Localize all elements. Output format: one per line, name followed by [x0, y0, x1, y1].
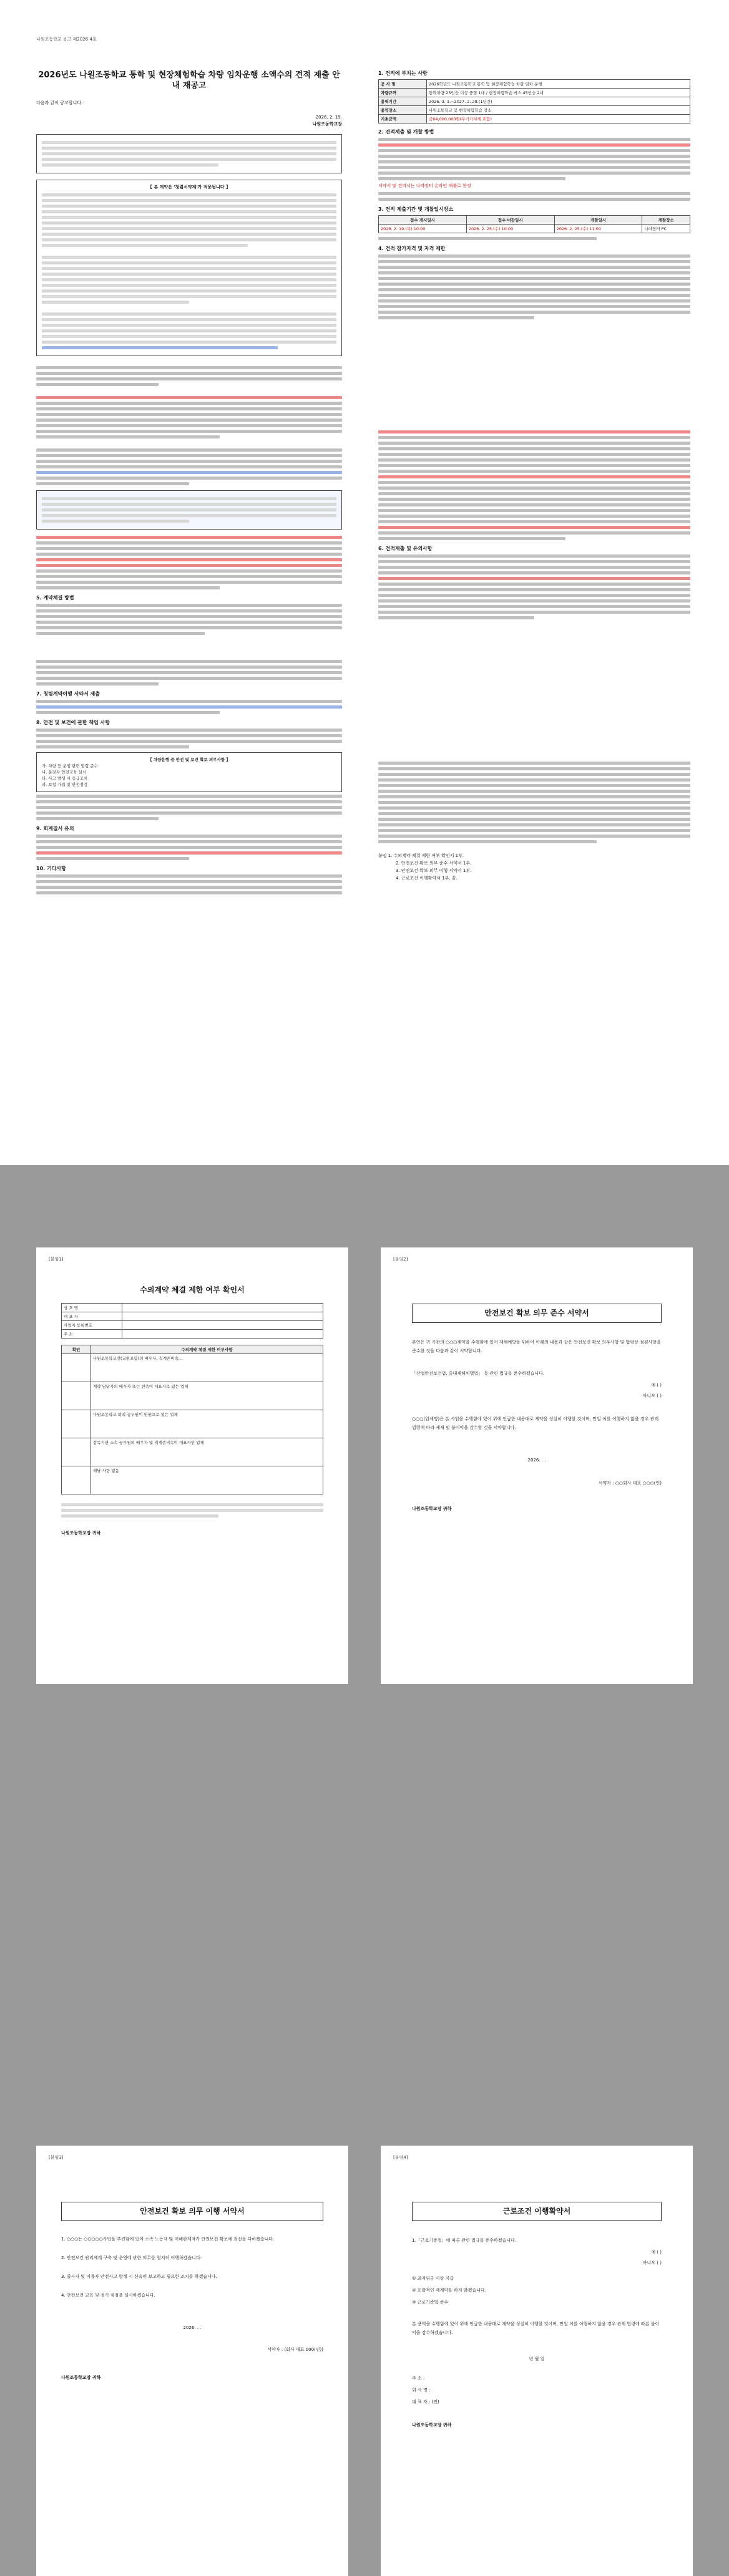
sec3-head: 개찰장소 — [642, 216, 690, 225]
annex4-addr: 주 소 : — [412, 2376, 425, 2381]
annex4-body: 본 용역을 수행함에 있어 위에 언급한 내용대로 계약을 성실히 이행할 것이며, 만일 이를 이행하지 않을 경우 관계 법령에 따른 불이익을 감수하겠습니다. — [412, 2322, 660, 2335]
annex1-item: 계약 담당자의 배우자 또는 친족이 대표자로 있는 업체 — [91, 1382, 323, 1410]
form-value[interactable] — [122, 1330, 323, 1339]
annex1-table — [61, 1345, 323, 1494]
sec1-value: 2026학년도 나원조동학교 통학 및 현장체험학습 차량 임차 운행 — [427, 80, 690, 89]
annex1-row — [62, 1438, 323, 1466]
sec1-row — [379, 80, 690, 89]
sec1-key: 공 사 명 — [379, 80, 427, 89]
sec3-cell: 2026. 2. 25.(수) 11:00 — [554, 225, 642, 233]
sec3-cell: 나라장터 PC — [642, 225, 690, 233]
sec3-cell: 2026. 2. 25.(수) 10:00 — [466, 225, 554, 233]
annex3-item: 3. 종사자 및 이용자 안전사고 발생 시 신속히 보고하고 필요한 조치를 하겠습니다. — [61, 2274, 217, 2279]
annex1-item: 나원조동학교장(교원포함)의 배우자, 직계존비속... — [91, 1354, 323, 1382]
annex1-item: 나원조동학교 퇴직 공무원이 임원으로 있는 업체 — [91, 1410, 323, 1438]
annex4-to: 나원조동학교장 귀하 — [412, 2423, 452, 2428]
sec8-title: 8. 안전 및 보건에 관한 책임 사항 — [36, 720, 110, 725]
sec1-table — [378, 79, 690, 123]
annex3-signer: 서약자 : (회사 대표 000(인)) — [267, 2347, 323, 2352]
sec1-title: 1. 견적에 부치는 사항 — [378, 70, 428, 76]
annex2-laws: 「산업안전보건법, 중대재해처벌법」 등 관련 법규를 준수하겠습니다. — [412, 1371, 545, 1376]
safety-item: 다. 사고 발생 시 응급조치 — [42, 776, 88, 781]
annex4-ceo: 대 표 자 : (인) — [412, 2399, 439, 2404]
sec1-key: 차량규격 — [379, 89, 427, 97]
annex3-to: 나원조동학교장 귀하 — [61, 2375, 101, 2380]
annex3-title: 안전보건 확보 의무 이행 서약서 — [61, 2202, 323, 2221]
annex2-yes[interactable]: 예 ( ) — [651, 1383, 662, 1388]
notice-intro: 다음과 같이 공고합니다. — [36, 100, 83, 105]
annex1-row — [62, 1466, 323, 1494]
annex3-item: 2. 안전보건 관리체계 구축 및 운영에 관한 의무를 철저히 이행하겠습니다. — [61, 2255, 202, 2260]
annex1-form — [61, 1303, 323, 1339]
form-label: 상 호 명 — [62, 1304, 122, 1312]
form-label: 주 소 — [62, 1330, 122, 1339]
safety-box-title: 【 차량운행 중 안전 및 보건 확보 의무사항 】 — [148, 757, 230, 762]
annex4-date: 년 월 일 — [529, 2356, 545, 2361]
annex1-page — [36, 1247, 348, 1684]
annex1-label: [붙임1] — [49, 1257, 64, 1262]
safety-item: 나. 운전자 안전교육 실시 — [42, 770, 87, 775]
annex2-page — [381, 1247, 693, 1684]
sec1-row — [379, 115, 690, 123]
sec1-row — [379, 97, 690, 106]
annex4-label: [붙임4] — [393, 2155, 408, 2160]
sec7-title: 7. 청렴계약이행 서약서 제출 — [36, 691, 100, 697]
annex2-title: 안전보건 확보 의무 준수 서약서 — [412, 1304, 662, 1323]
annex4-company: 회 사 명 : — [412, 2388, 431, 2393]
annex1-row — [62, 1354, 323, 1382]
annex2-to: 나원조동학교장 귀하 — [412, 1506, 452, 1511]
annex-item: 4. 근로조건 이행확약서 1부. 끝. — [396, 876, 457, 881]
annex1-item: 해당 사항 없음 — [91, 1466, 323, 1494]
sec1-row — [379, 106, 690, 115]
sec10-title: 10. 기타사항 — [36, 866, 66, 871]
annex1-check[interactable] — [62, 1354, 91, 1382]
sec4-title: 4. 견적 참가자격 및 자격 제한 — [378, 246, 446, 251]
annex1-title: 수의계약 체결 제한 여부 확인서 — [140, 1286, 245, 1294]
annex1-row — [62, 1410, 323, 1438]
annex4-q1: 1.「근로기준법」에 따른 관련 법규를 준수하겠습니다. — [412, 2238, 517, 2243]
sec3-head: 개찰일시 — [554, 216, 642, 225]
annex2-label: [붙임2] — [393, 1257, 408, 1262]
annex1-head: 수의계약 체결 제한 여부사항 — [91, 1345, 323, 1354]
sec2-red-note: 서약서 및 견적서는 나라장터 온라인 제출로 한정 — [378, 183, 471, 188]
annex3-page — [36, 2146, 348, 2576]
sec1-key: 용역기간 — [379, 97, 427, 106]
sec3-head: 접수 마감일시 — [466, 216, 554, 225]
form-label: 사업자 등록번호 — [62, 1321, 122, 1330]
sec3-table — [378, 215, 690, 233]
form-value[interactable] — [122, 1312, 323, 1321]
annex2-body2: ○○○(업체명)은 본 사업을 수행함에 있어 위에 언급한 내용대로 계약을 성실히 이행할 것이며, 만일 이를 이행하지 않을 경우 관계법령에 따라 제재 및 불이익을 감수할 것을 서약합니다. — [412, 1416, 659, 1430]
annex1-check[interactable] — [62, 1466, 91, 1494]
annex-item: 2. 안전보건 확보 의무 준수 서약서 1부. — [396, 861, 472, 866]
annex4-item: ③ 근로기준법 준수 — [412, 2300, 449, 2305]
sec3-cell: 2026. 2. 19.(목) 10:00 — [379, 225, 467, 233]
sec1-value: 나원조동학교 및 현장체험학습 장소 — [427, 106, 690, 115]
annex4-no[interactable]: 아니오 ( ) — [642, 2260, 662, 2265]
sec1-value: 2026. 3. 1.~2027. 2. 28.(1년간) — [427, 97, 690, 106]
annex3-label: [붙임3] — [49, 2155, 64, 2160]
annex1-item: 감독기관 소속 공무원의 배우자 및 직계존비속이 대표자인 업체 — [91, 1438, 323, 1466]
annex1-check[interactable] — [62, 1382, 91, 1410]
annex4-item: ① 최저임금 이상 지급 — [412, 2276, 454, 2281]
annex3-item: 4. 안전보건 교육 및 정기 점검을 실시하겠습니다. — [61, 2293, 155, 2298]
sec9-title: 9. 회계질서 유의 — [36, 826, 74, 831]
safety-item: 라. 보험 가입 및 안전점검 — [42, 782, 88, 787]
annex3-date: 2026. . . — [183, 2325, 202, 2330]
annex-item: 3. 안전보건 확보 의무 이행 서약서 1부. — [396, 868, 472, 873]
annex1-to: 나원조동학교장 귀하 — [61, 1531, 101, 1536]
annex2-date: 2026. . . — [527, 1458, 546, 1463]
sec2-title: 2. 견적제출 및 개찰 방법 — [378, 129, 434, 135]
annex3-item: 1. ○○○는 ○○○○○사업을 추진함에 있어 소속 노동자 및 이해관계자가 안전보건 확보에 최선을 다하겠습니다. — [61, 2237, 275, 2242]
sec5-title: 5. 계약체결 방법 — [36, 595, 74, 601]
annex4-page — [381, 2146, 693, 2576]
sec6-title: 6. 견적제출 및 유의사항 — [378, 546, 433, 551]
integrity-title: 【 본 계약은 '청렴서약제'가 적용됩니다 】 — [148, 185, 230, 190]
notice-title: 2026년도 나원조동학교 통학 및 현장체험학습 차량 임차운행 소액수의 견적 제출 안내 재공고 — [38, 70, 340, 90]
form-label: 대 표 자 — [62, 1312, 122, 1321]
annex2-signer: 서약자 : ○○회사 대표 ○○○(인) — [598, 1481, 662, 1486]
annex1-head: 확인 — [62, 1345, 91, 1354]
intro-box — [36, 134, 342, 173]
annex1-row — [62, 1382, 323, 1410]
header-left: 나원조동학교 공고 제2026-4호 — [36, 37, 97, 42]
annex1-check[interactable] — [62, 1410, 91, 1438]
form-value[interactable] — [122, 1304, 323, 1312]
sec3-title: 3. 견적 제출기간 및 개찰일시장소 — [378, 206, 454, 212]
notice-org: 나원조동학교장 — [312, 122, 342, 127]
sec3-head: 접수 개시일시 — [379, 216, 467, 225]
annex1-check[interactable] — [62, 1438, 91, 1466]
notice-date: 2026. 2. 19. — [315, 115, 342, 120]
annex2-body1: 본인은 귀 기관의 ○○○계약을 수행함에 있어 재해예방을 위하여 아래의 내용과 같은 안전보건 확보 의무사항 및 법령상 점검사항을 준수할 것을 다음과 같이 서약합니다. — [412, 1340, 661, 1353]
sec1-key: 기초금액 — [379, 115, 427, 123]
notice-page — [0, 0, 729, 1165]
annex4-title: 근로조건 이행확약서 — [412, 2202, 662, 2221]
safety-item: 가. 차량 등 운행 관련 법령 준수 — [42, 763, 98, 768]
annex-item: 붙임 1. 수의계약 체결 제한 여부 확인서 1부. — [378, 853, 464, 858]
sec1-value: 통학차량 25인승 이상 중형 1대 / 현장체험학습 버스 45인승 2대 — [427, 89, 690, 97]
annex2-no[interactable]: 아니오 ( ) — [642, 1393, 662, 1398]
sec1-value: 금64,000,000원(부가가치세 포함) — [427, 115, 690, 123]
annex4-item: ② 포괄적인 재계약을 하지 않겠습니다. — [412, 2288, 486, 2293]
form-value[interactable] — [122, 1321, 323, 1330]
sec1-row — [379, 89, 690, 97]
integrity-box — [36, 180, 342, 356]
annex4-yes[interactable]: 예 ( ) — [651, 2250, 662, 2255]
safety-box — [36, 752, 342, 792]
qualification-box — [36, 490, 342, 530]
sec1-key: 용역장소 — [379, 106, 427, 115]
